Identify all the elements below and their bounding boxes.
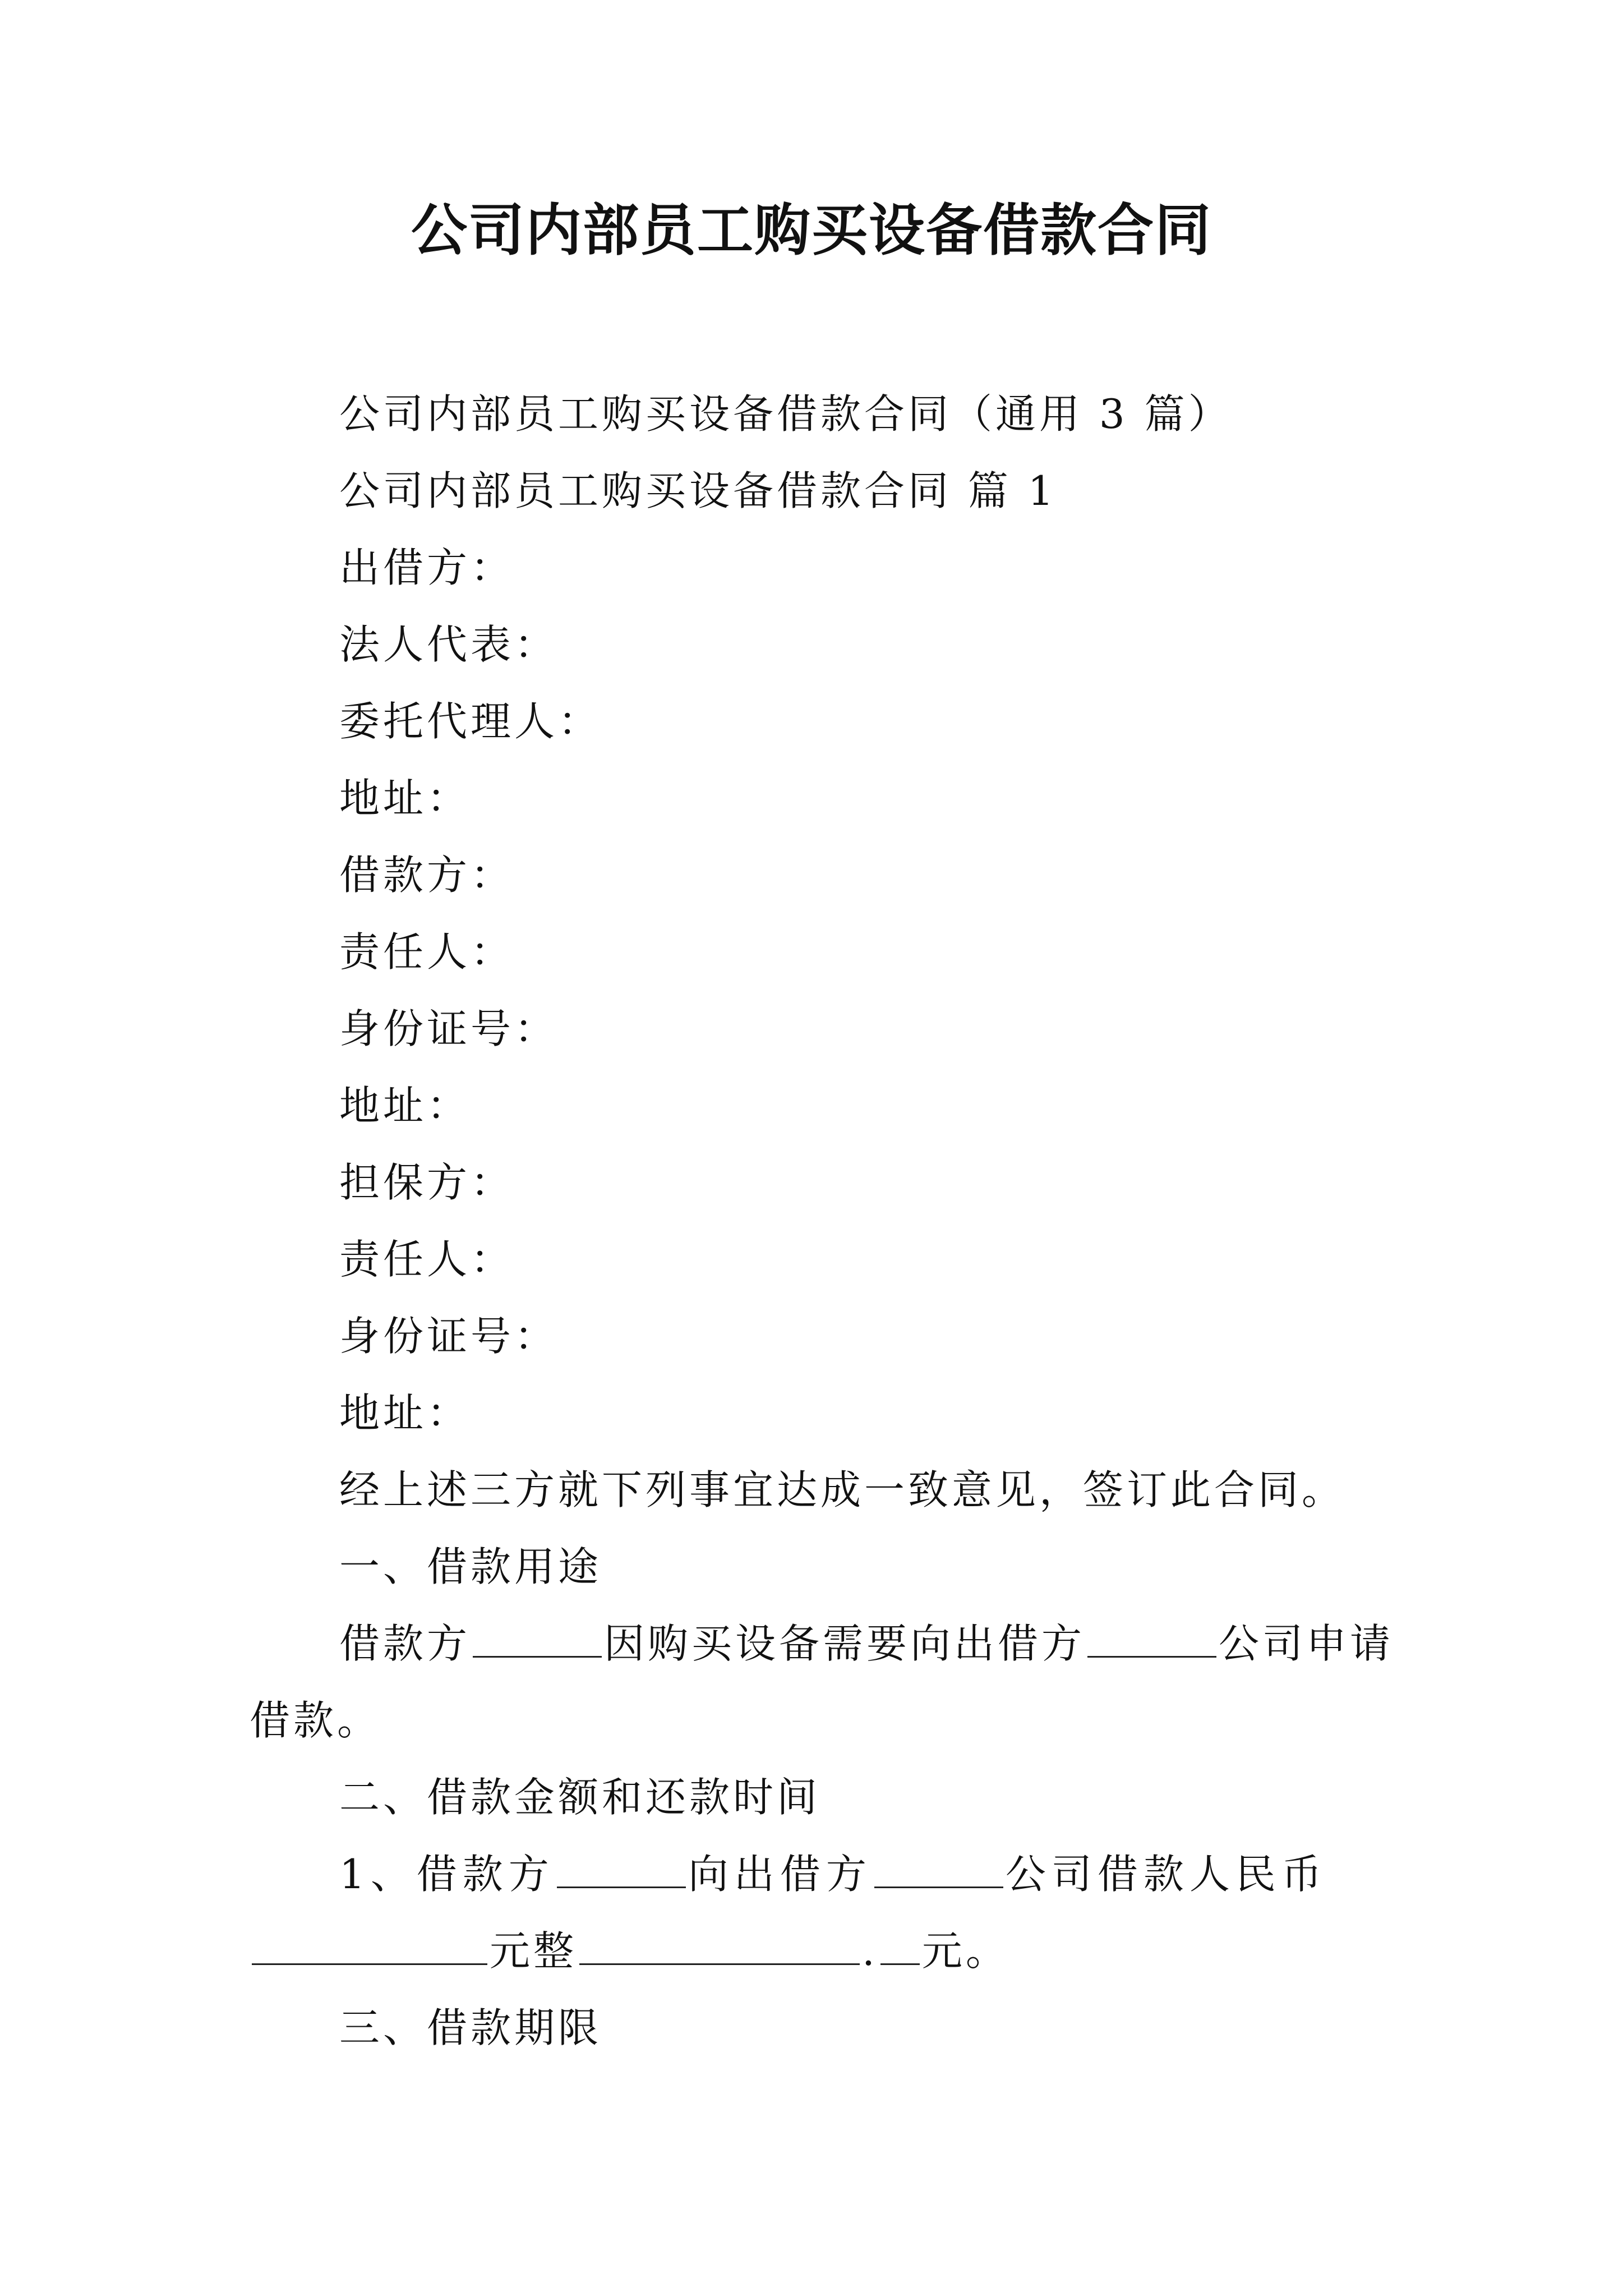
- clause2-text-e: .: [862, 1927, 878, 1975]
- clause2-text-c: 公司借款人民币: [1005, 1851, 1327, 1898]
- guarantor-label: 担保方：: [339, 1159, 515, 1206]
- borrower-label: 借款方：: [339, 852, 515, 899]
- clause1-text-c: 公司申请: [1219, 1620, 1394, 1667]
- guarantor-address-label: 地址：: [339, 1389, 471, 1437]
- document-title: 公司内部员工购买设备借款合同: [411, 197, 1212, 263]
- clause2-heading: 二、借款金额和还款时间: [339, 1774, 821, 1821]
- lender-address-label: 地址：: [339, 775, 471, 822]
- amount-words-blank: [252, 1930, 487, 1965]
- agent-label: 委托代理人：: [339, 698, 602, 745]
- guarantor-person-label: 责任人：: [339, 1236, 515, 1283]
- borrower-address-label: 地址：: [339, 1082, 471, 1129]
- clause2-text-b: 向出借方: [688, 1851, 872, 1898]
- document-body: [250, 376, 1394, 2067]
- clause2-line1: [250, 1836, 1382, 1913]
- clause2-text-f: 元。: [921, 1927, 1009, 1975]
- document-subtitle: 公司内部员工购买设备借款合同（通用 3 篇）: [339, 390, 1232, 438]
- clause1-text-a: 借款方: [339, 1620, 471, 1667]
- legal-rep-label: 法人代表：: [339, 621, 559, 668]
- agreement-intro: 经上述三方就下列事宜达成一致意见，签订此合同。: [339, 1466, 1346, 1513]
- clause1-line1: [250, 1605, 1394, 1682]
- clause2-borrower-blank: [557, 1853, 686, 1888]
- clause2-text-d: 元整: [490, 1927, 578, 1975]
- borrower-name-blank: [473, 1622, 602, 1658]
- guarantor-id-label: 身份证号：: [339, 1313, 559, 1360]
- amount-figures-blank: [579, 1930, 860, 1965]
- clause2-line2: [250, 1913, 1382, 1990]
- section-heading: 公司内部员工购买设备借款合同 篇 1: [339, 467, 1057, 514]
- clause2-lender-blank: [874, 1853, 1003, 1888]
- clause3-heading: 三、借款期限: [339, 2004, 602, 2051]
- lender-label: 出借方：: [339, 544, 515, 591]
- clause1-text-b: 因购买设备需要向出借方: [604, 1620, 1086, 1667]
- clause1-line2: 借款。: [250, 1697, 381, 1744]
- amount-cents-blank: [880, 1930, 920, 1965]
- borrower-id-label: 身份证号：: [339, 1005, 559, 1052]
- lender-name-blank: [1087, 1622, 1216, 1658]
- borrower-person-label: 责任人：: [339, 928, 515, 976]
- clause2-text-a: 1、借款方: [339, 1851, 555, 1898]
- clause1-heading: 一、借款用途: [339, 1543, 602, 1590]
